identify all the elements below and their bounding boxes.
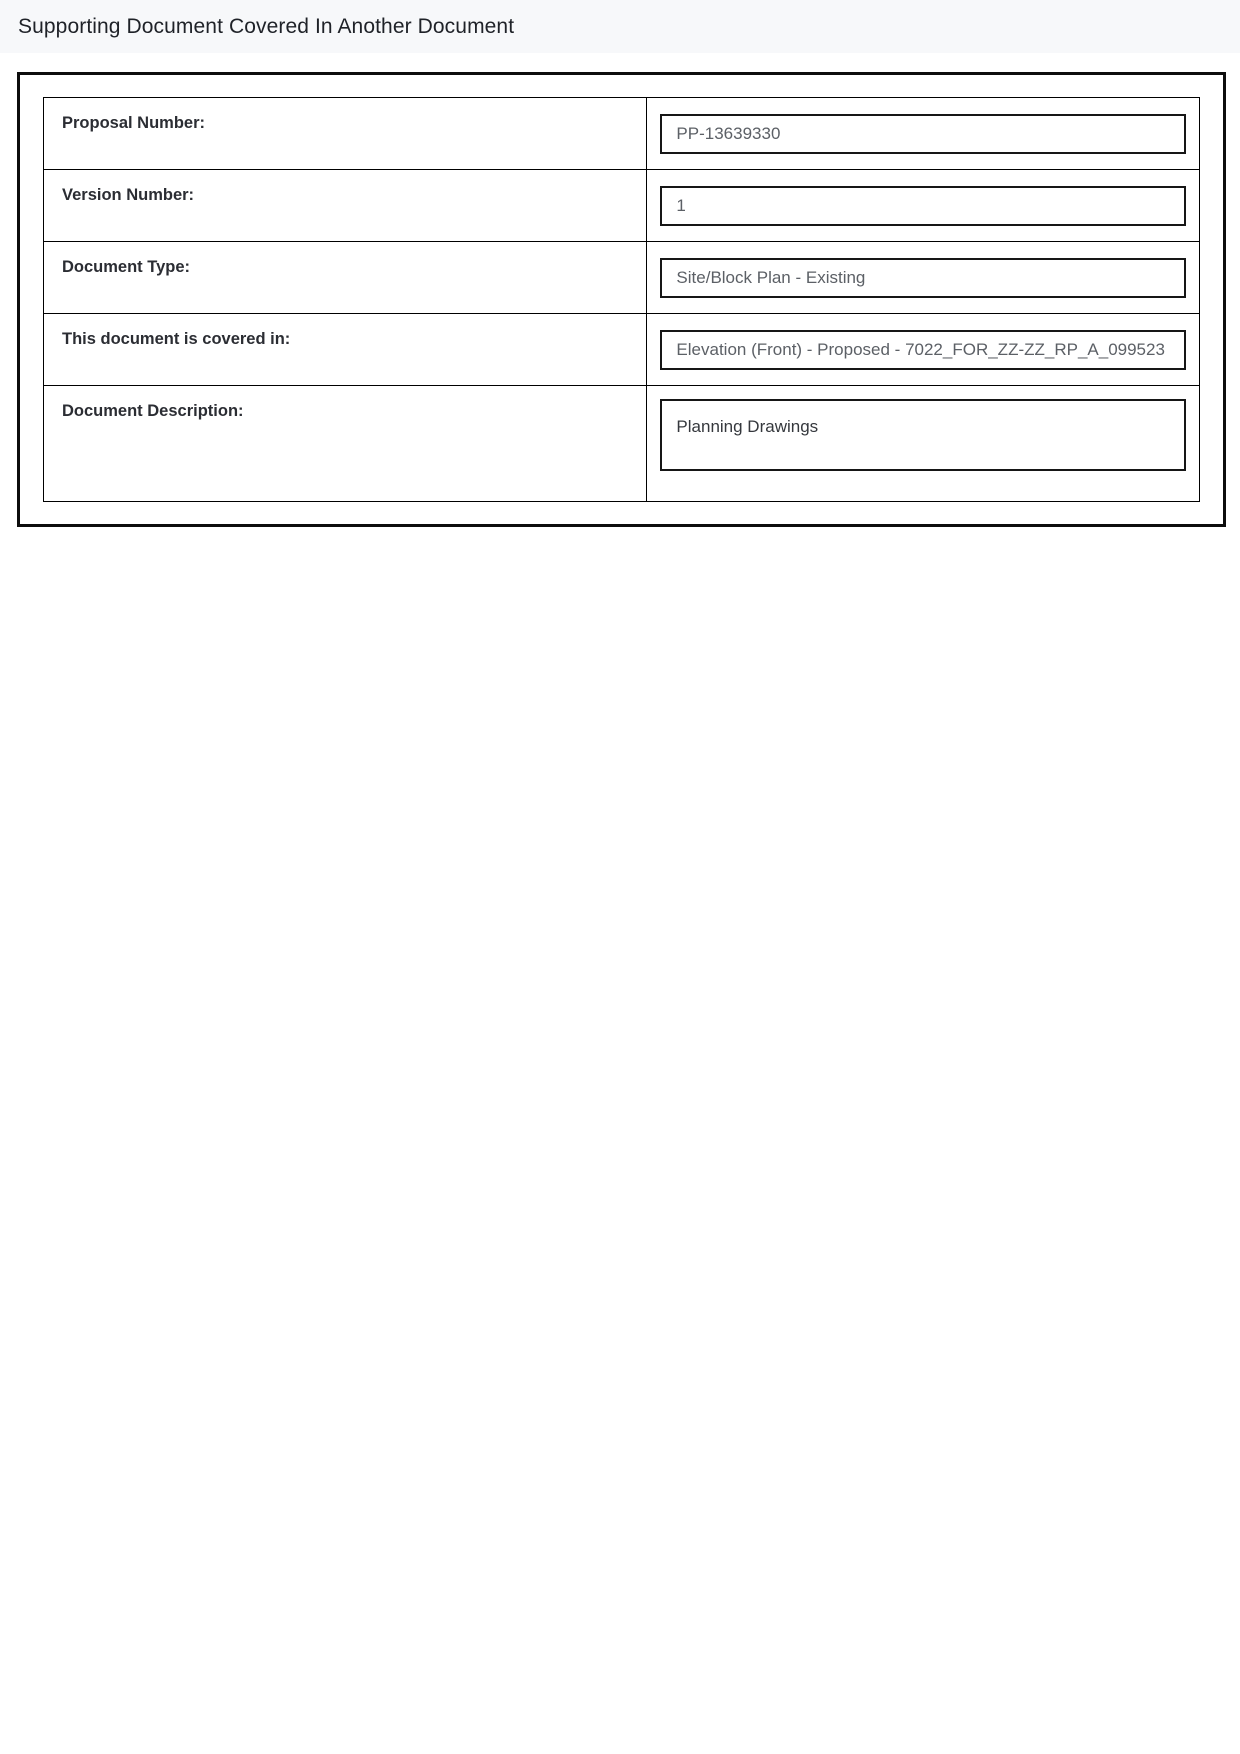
document-type-label: Document Type: [44, 242, 647, 314]
table-row-proposal-number [44, 98, 1200, 170]
document-type-input[interactable] [660, 258, 1186, 298]
version-number-value-cell [647, 170, 1200, 242]
page-header [0, 0, 1240, 53]
proposal-number-label: Proposal Number: [44, 98, 647, 170]
covered-in-label: This document is covered in: [44, 314, 647, 386]
table-row-covered-in [44, 314, 1200, 386]
document-description-textarea[interactable] [660, 399, 1186, 471]
document-description-label: Document Description: [44, 386, 647, 502]
proposal-number-value-cell [647, 98, 1200, 170]
proposal-number-input[interactable] [660, 114, 1186, 154]
document-type-value-cell [647, 242, 1200, 314]
document-details-table [43, 97, 1200, 502]
page-title: Supporting Document Covered In Another Document [18, 14, 515, 38]
covered-in-value-cell [647, 314, 1200, 386]
covered-in-input[interactable] [660, 330, 1186, 370]
table-row-document-type [44, 242, 1200, 314]
table-row-document-description [44, 386, 1200, 502]
table-row-version-number [44, 170, 1200, 242]
version-number-label: Version Number: [44, 170, 647, 242]
document-description-value-cell [647, 386, 1200, 502]
version-number-input[interactable] [660, 186, 1186, 226]
document-details-panel [17, 72, 1226, 527]
